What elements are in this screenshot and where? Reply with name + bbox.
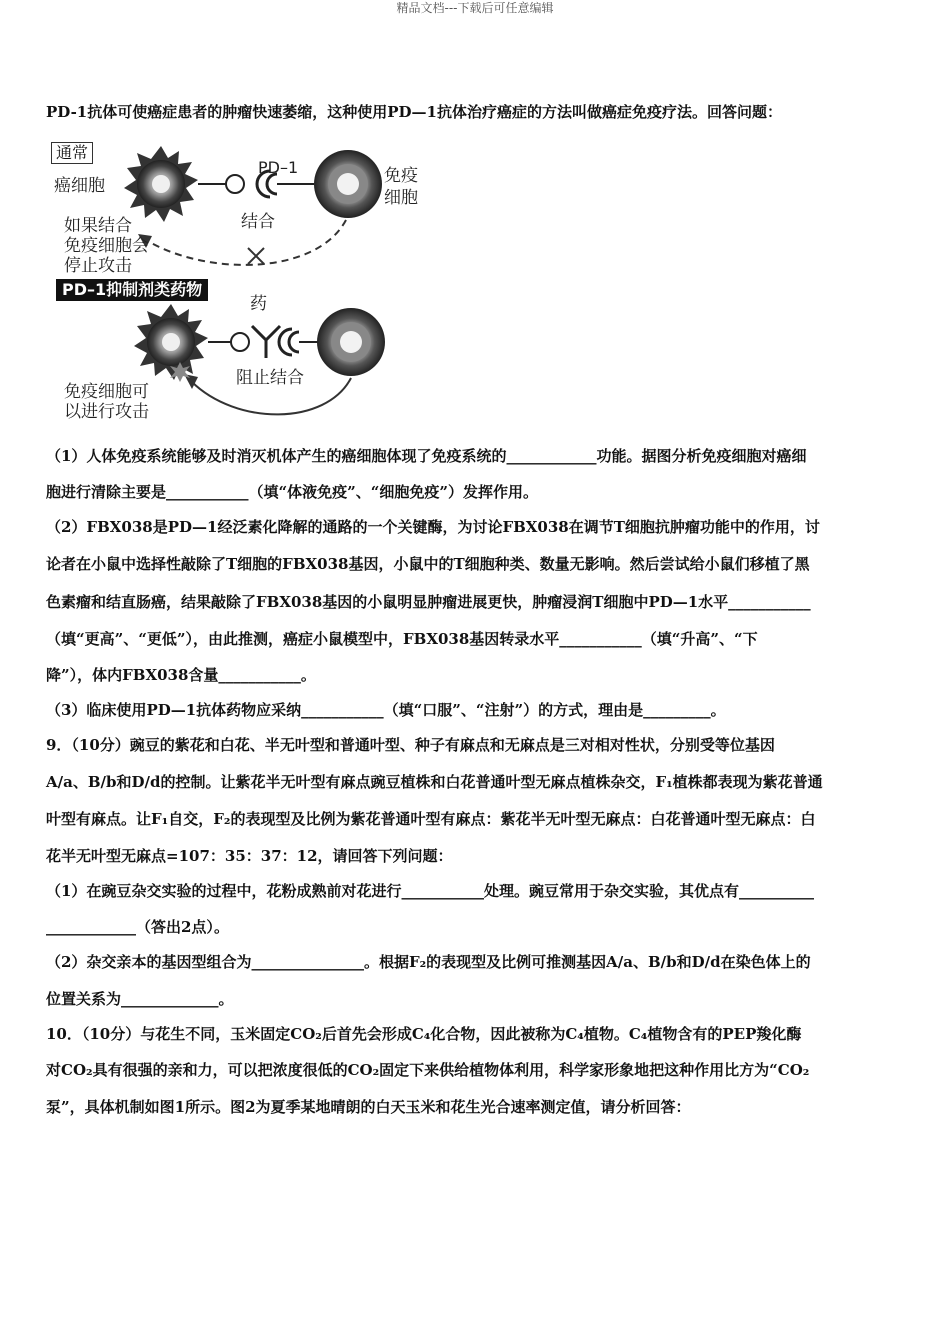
block-label: 阻止结合 — [236, 368, 304, 388]
cancer-cell-bottom-icon — [134, 304, 208, 380]
cancer-cell-label: 癌细胞 — [54, 176, 105, 196]
page-header: 精品文档---下载后可任意编辑 — [396, 1, 554, 15]
cross-mark-icon — [248, 248, 264, 264]
if-bind-line-3: 停止攻击 — [64, 256, 132, 276]
text-line: A/a、B/b和D/d的控制。让紫花半无叶型有麻点豌豆植株和白花普通叶型无麻点植株杂交，F₁植株都表现为紫花普通 — [46, 773, 823, 791]
text-line: 叶型有麻点。让F₁自交，F₂的表现型及比例为紫花普通叶型有麻点：紫花半无叶型无麻点：白花普通叶型无麻点：白 — [46, 810, 816, 828]
text-line: （2）FBX038是PD—1经泛素化降解的通路的一个关键酶，为讨论FBX038在调节T细胞抗肿瘤功能中的作用，讨 — [46, 518, 820, 536]
text-line: 位置关系为_____________。 — [46, 990, 234, 1008]
drug-antibody-icon — [252, 326, 280, 358]
drug-class-label: PD–1抑制剂类药物 — [56, 279, 208, 301]
attack-line-2: 以进行攻击 — [64, 402, 149, 422]
text-line: 花半无叶型无麻点=107：35：37：12，请回答下列问题： — [46, 847, 453, 865]
text-line: 降”），体内FBX038含量___________。 — [46, 666, 316, 684]
text-line: （1）人体免疫系统能够及时消灭机体产生的癌细胞体现了免疫系统的____________功能。据图分析免疫细胞对癌细 — [46, 447, 807, 465]
pd1-label: PD–1 — [258, 158, 299, 177]
text-line: 对CO₂具有很强的亲和力，可以把浓度很低的CO₂固定下来供给植物体利用，科学家形象地把这种作用比方为“CO₂ — [46, 1061, 810, 1079]
text-line: 论者在小鼠中选择性敲除了T细胞的FBX038基因，小鼠中的T细胞种类、数量无影响。然后尝试给小鼠们移植了黑 — [46, 555, 810, 573]
pd1-diagram — [46, 136, 446, 426]
intro-text: PD-1抗体可使癌症患者的肿瘤快速萎缩，这种使用PD—1抗体治疗癌症的方法叫做癌症免疫疗法。回答问题： — [46, 103, 782, 121]
if-bind-line-1: 如果结合 — [64, 216, 132, 236]
immune-cell-bottom-icon — [317, 308, 385, 376]
text-line: （1）在豌豆杂交实验的过程中，花粉成熟前对花进行___________处理。豌豆常用于杂交实验，其优点有__________ — [46, 882, 814, 900]
cancer-cell-top-icon — [124, 146, 198, 222]
text-line: 10．（10分）与花生不同，玉米固定CO₂后首先会形成C₄化合物，因此被称为C₄植物。C₄植物含有的PEP羧化酶 — [46, 1025, 802, 1043]
text-line: ____________（答出2点）。 — [46, 918, 229, 936]
immune-label-1: 免疫 — [384, 166, 418, 186]
normal-label: 通常 — [51, 142, 93, 164]
text-line: 色素瘤和结直肠癌，结果敲除了FBX038基因的小鼠明显肿瘤进展更快，肿瘤浸润T细胞中PD—1水平___________ — [46, 593, 811, 611]
drug-label: 药 — [250, 294, 267, 314]
if-bind-line-2: 免疫细胞会 — [64, 236, 149, 256]
text-line: 9．（10分）豌豆的紫花和白花、半无叶型和普通叶型、种子有麻点和无麻点是三对相对性状，分别受等位基因 — [46, 736, 775, 754]
text-line: 胞进行清除主要是___________（填“体液免疫”、“细胞免疫”）发挥作用。 — [46, 483, 539, 501]
bind-label: 结合 — [241, 212, 275, 232]
immune-label-2: 细胞 — [384, 188, 418, 208]
text-line: 泵”，具体机制如图1所示。图2为夏季某地晴朗的白天玉米和花生光合速率测定值，请分析回答： — [46, 1098, 691, 1116]
text-line: （2）杂交亲本的基因型组合为_______________。根据F₂的表现型及比例可推测基因A/a、B/b和D/d在染色体上的 — [46, 953, 811, 971]
text-line: （3）临床使用PD—1抗体药物应采纳___________（填“口服”、“注射”）的方式，理由是_________。 — [46, 701, 726, 719]
immune-cell-top-icon — [314, 150, 382, 218]
attack-line-1: 免疫细胞可 — [64, 382, 149, 402]
text-line: （填“更高”、“更低”），由此推测，癌症小鼠模型中，FBX038基因转录水平___________（填“升高”、“下 — [46, 630, 758, 648]
